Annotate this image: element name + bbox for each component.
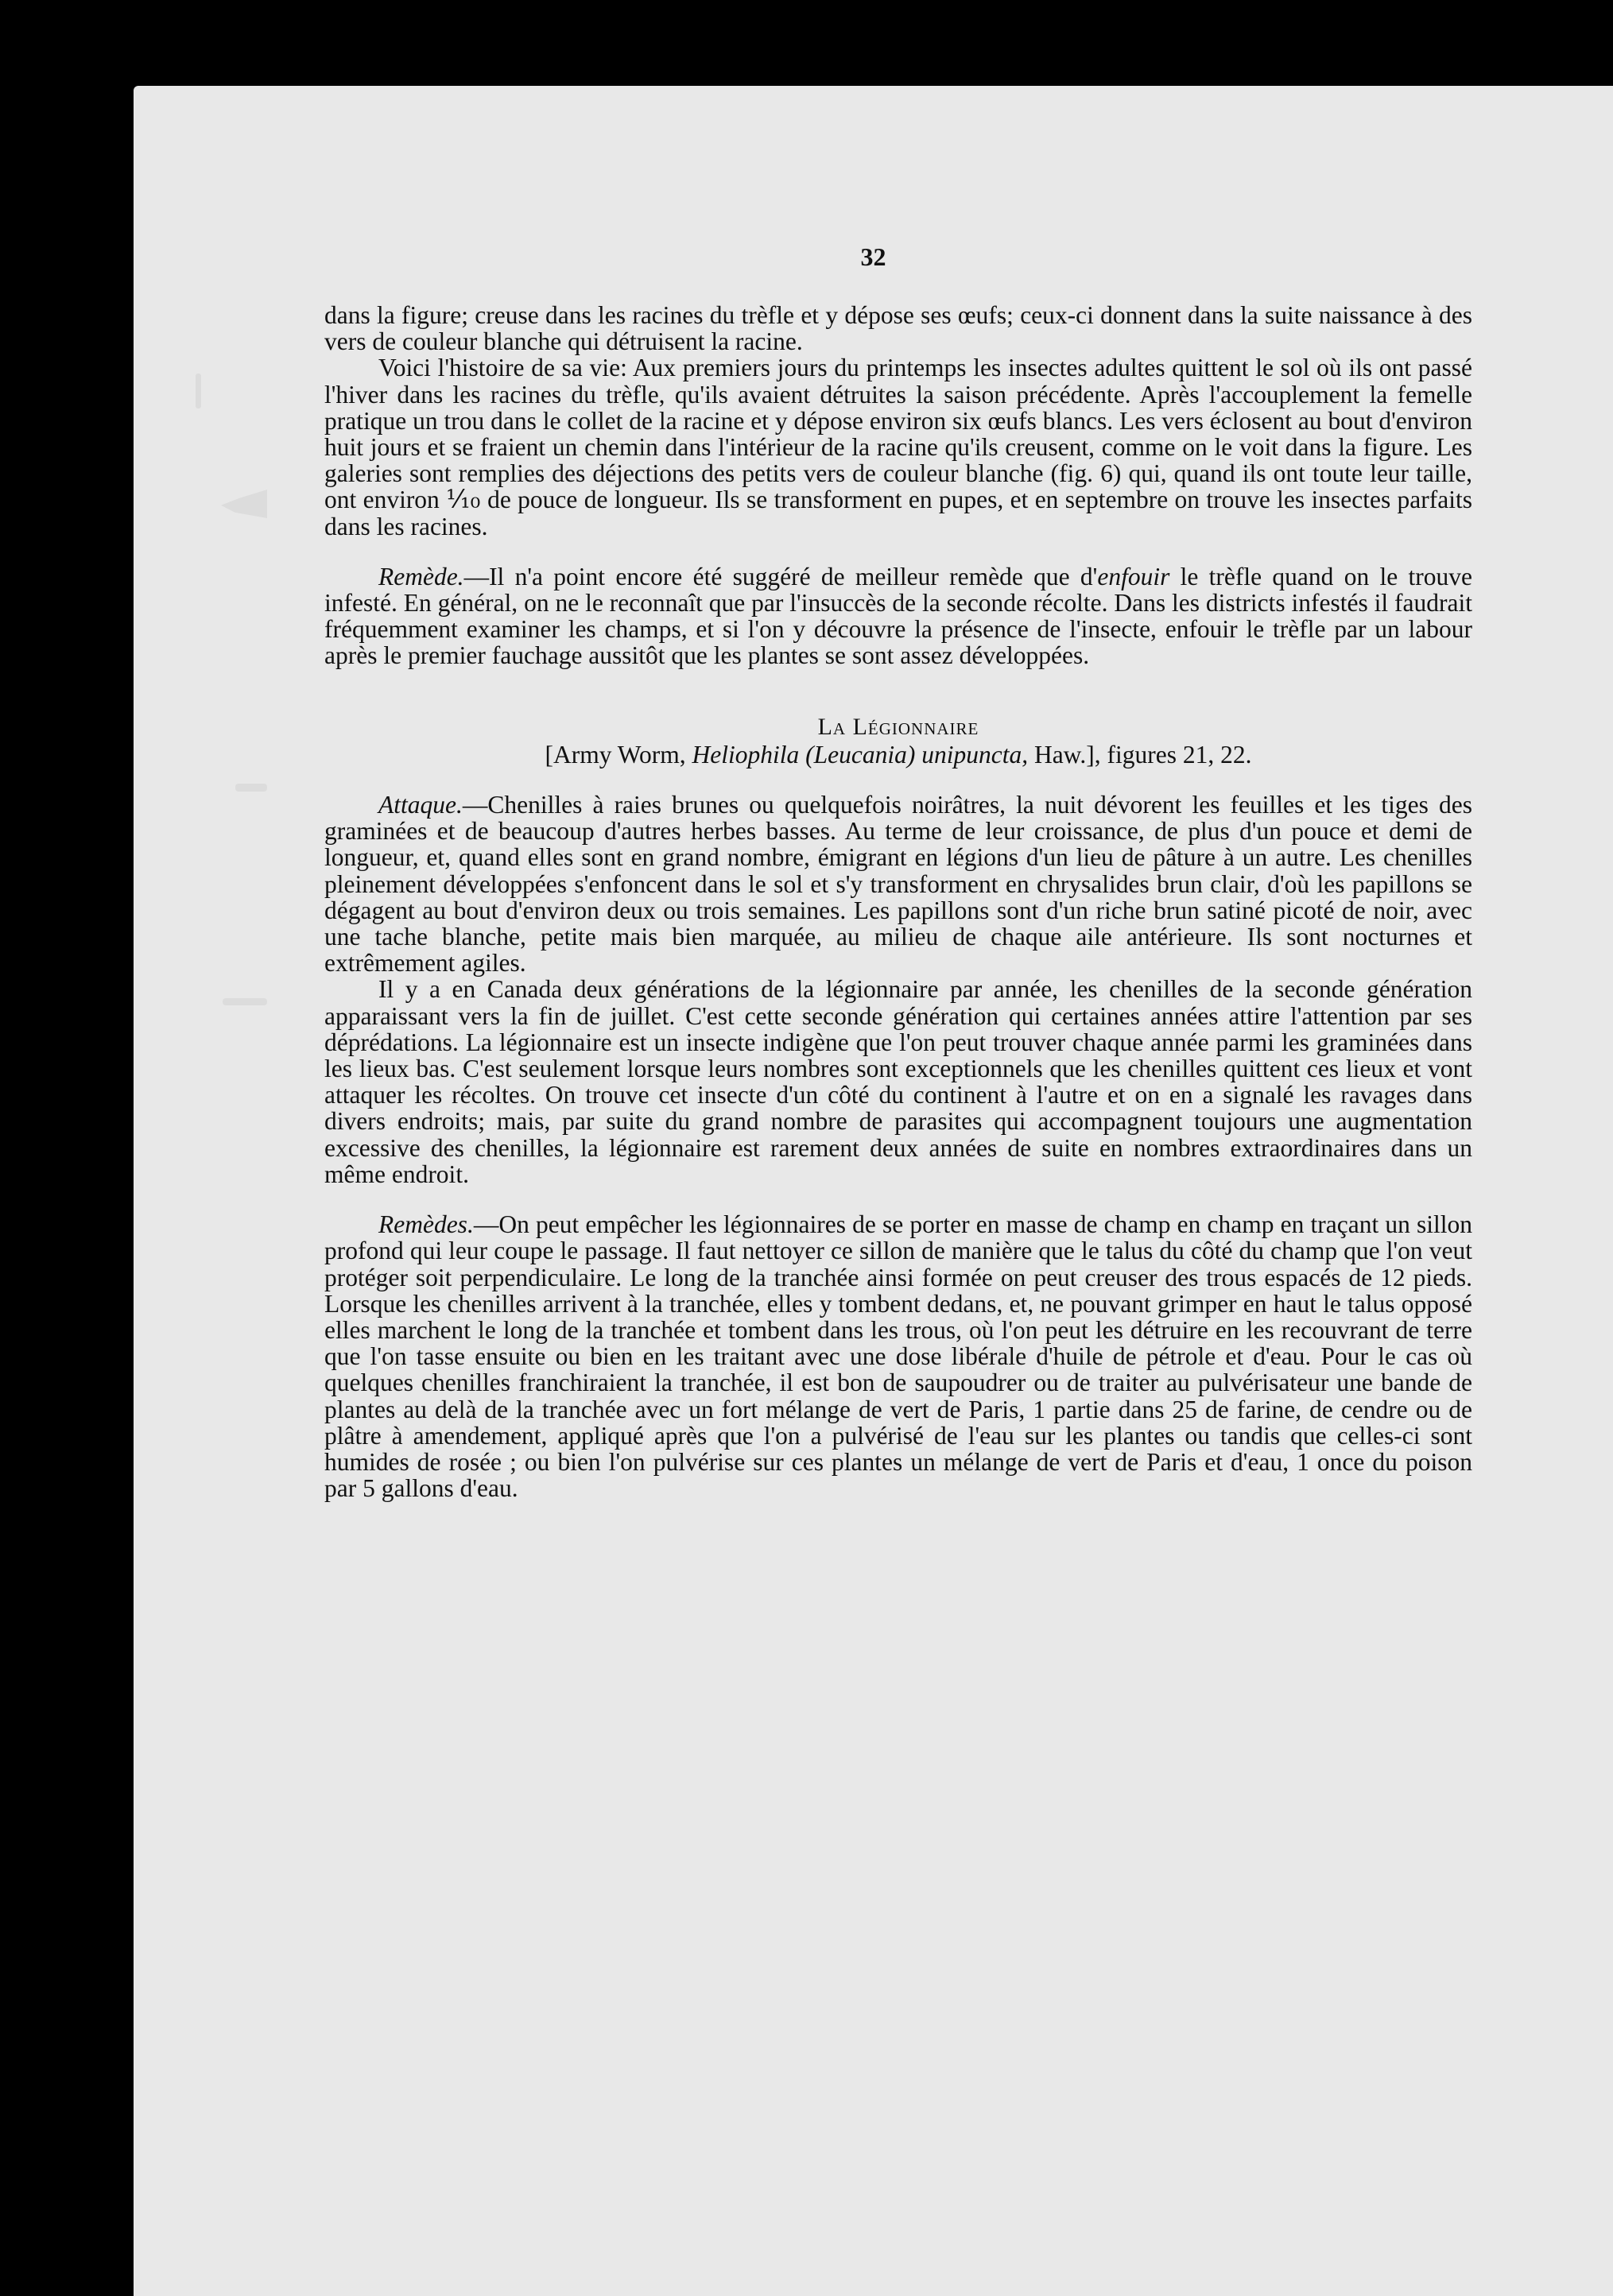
scan-artifact: [235, 784, 267, 792]
paragraph-life-history: Voici l'histoire de sa vie: Aux premiers jours du printemps les insectes adultes quittent le sol où ils ont passé l'hiver dans les racines du trèfle, qu'ils avaient détruites la saison précédente. Après l'accouplement la femelle pratique un trou dans le collet de la racine et y dépose environ six œufs blancs. Les vers éclosent au bout d'environ huit jours et se fraient un chemin dans l'intérieur de la racine qu'ils creusent, comme on le voit dans la figure. Les galeries sont remplies des déjections des petits vers de couleur blanche (fig. 6) qui, quand ils ont toute leur taille, ont environ ⅒ de pouce de longueur. Ils se transforment en pupes, et en septembre on trouve les insectes parfaits dans les racines.: [324, 354, 1472, 540]
attaque-label: Attaque.: [378, 791, 463, 819]
subheading-latin-name: Heliophila (Leucania) unipuncta,: [692, 740, 1029, 769]
remede-text-start: —Il n'a point encore été suggéré de meilleur remède que d': [463, 562, 1098, 590]
remedes-label: Remèdes.: [378, 1210, 474, 1239]
remedes-text: —On peut empêcher les légionnaires de se porter en masse de champ en champ en traçant un sillon profond qui leur coupe le passage. Il faut nettoyer ce sillon de manière que le talus du côté du champ que l'on veut protéger soit perpendiculaire. Le long de la tranchée ainsi formée on peut creuser des trous espacés de 12 pieds. Lorsque les chenilles arrivent à la tranchée, elles y tombent dedans, et, ne pouvant grimper en haut le talus opposé elles marchent le long de la tranchée et tombent dans les trous, où l'on peut les détruire en les recouvrant de terre que l'on tasse ensuite ou bien en les traitant avec une dose libérale d'huile de pétrole et d'eau. Pour le cas où quelques chenilles franchiraient la tranchée, il est bon de saupoudrer ou de traiter au pulvérisateur une bande de plantes au delà de la tranchée avec un fort mélange de vert de Paris, 1 partie dans 25 de farine, de cendre ou de plâtre à amendement, appliqué après que l'on a pulvérisé de l'eau sur les plantes ou tandis que celles-ci sont humides de rosée ; ou bien l'on pulvérise sur ces plantes un mélange de vert de Paris et d'eau, 1 once du poison par 5 gallons d'eau.: [324, 1210, 1472, 1503]
paragraph-generations: Il y a en Canada deux générations de la légionnaire par année, les chenilles de la seconde génération apparaissant vers la fin de juillet. C'est cette seconde génération qui certaines années attire l'attention par ses déprédations. La légionnaire est un insecte indigène que l'on peut trouver chaque année parmi les graminées dans les lieux bas. C'est seulement lorsque leurs nombres sont exceptionnels que les chenilles quittent ces lieux et vont attaquer les récoltes. On trouve cet insecte d'un côté du continent à l'autre et on en a signalé les ravages dans divers endroits; mais, par suite du grand nombre de parasites qui accompagnent toujours une augmentation excessive des chenilles, la légionnaire est rarement deux années de suite en nombres extraordinaires dans un même endroit.: [324, 975, 1472, 1188]
scan-artifact: [223, 998, 267, 1005]
paragraph-attaque: [324, 792, 1472, 976]
attaque-text: —Chenilles à raies brunes ou quelquefois noirâtres, la nuit dévorent les feuilles et les tiges des graminées et de beaucoup d'autres herbes basses. Au terme de leur croissance, de plus d'un pouce et demi de longueur, et, quand elles sont en grand nombre, émigrant en légions d'un lieu de pâture à un autre. Les chenilles pleinement développées s'enfoncent dans le sol et s'y transforment en chrysalides brun clair, d'où les papillons se dégagent au bout d'environ deux ou trois semaines. Les papillons sont d'un riche brun satiné picoté de noir, avec une tache blanche, petite mais bien marquée, au milieu de chaque aile antérieure. Ils sont nocturnes et extrêmement agiles.: [324, 791, 1472, 978]
paragraph-remede: [324, 563, 1472, 669]
remede-enfouir: enfouir: [1097, 562, 1170, 590]
subheading-end: Haw.], figures 21, 22.: [1028, 740, 1252, 769]
paragraph-remedes: [324, 1211, 1472, 1501]
remede-label: Remède.: [378, 562, 464, 590]
section-heading: La Légionnaire: [817, 713, 979, 740]
section-subheading: [324, 741, 1472, 768]
subheading-start: [Army Worm,: [545, 740, 692, 769]
scan-artifact: [196, 374, 201, 408]
remede-text-end: le trèfle quand on le trouve infesté. En général, on ne le reconnaît que par l'insuccès de la seconde récolte. Dans les districts infestés il faudrait fréquemment examiner les champs, et si l'on y découvre la présence de l'insecte, enfouir le trèfle par un labour après le premier fauchage aussitôt que les plantes se sont assez développées.: [324, 562, 1472, 670]
paragraph-continuation: dans la figure; creuse dans les racines du trèfle et y dépose ses œufs; ceux-ci donnent dans la suite naissance à des vers de couleur blanche qui détruisent la racine.: [324, 301, 1472, 356]
scan-artifact: [221, 490, 267, 518]
body-text: [324, 302, 1472, 1501]
page-number: 32: [860, 242, 886, 271]
